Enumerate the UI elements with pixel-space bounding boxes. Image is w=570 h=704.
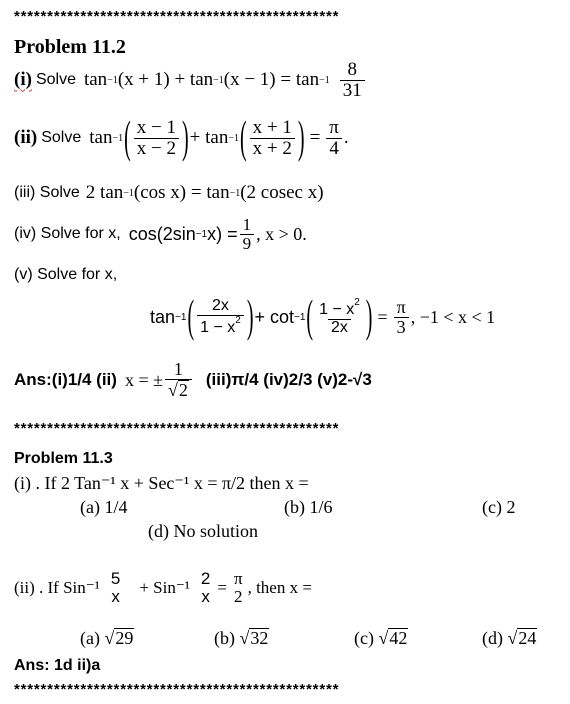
- problem-11-2-part-v-label: (v) Solve for x,: [14, 266, 118, 283]
- math-expression: (x + 1) + tan: [117, 69, 214, 91]
- math-expression: cos(2sin: [128, 223, 196, 244]
- question-text: , then x =: [247, 577, 312, 597]
- radicand: 42: [389, 628, 408, 648]
- denominator: 9: [240, 234, 255, 253]
- denominator: x: [201, 586, 210, 606]
- problem-11-3-answers: Ans: 1d ii)a: [14, 657, 101, 674]
- option-a: (a) 1/4: [80, 497, 128, 517]
- fraction: [340, 60, 365, 101]
- condition: , x > 0.: [256, 223, 307, 244]
- denominator: x + 2: [250, 138, 295, 159]
- answers-text: Ans:(i)1/4 (ii): [14, 370, 117, 390]
- math-inverse: −1: [213, 74, 224, 86]
- left-paren: (: [124, 113, 131, 164]
- fraction: [134, 118, 179, 159]
- solve-text: Solve: [41, 129, 82, 147]
- math-inverse: −1: [112, 132, 124, 144]
- math-expression: x) =: [207, 223, 238, 244]
- denominator: 31: [340, 80, 365, 101]
- fraction: [326, 118, 342, 159]
- math-expression: x = ±: [124, 369, 163, 390]
- problem-11-3-title: Problem 11.3: [14, 450, 113, 467]
- fraction: [198, 570, 213, 606]
- numerator: π: [396, 297, 406, 317]
- denominator: 3: [394, 317, 409, 337]
- numerator-text: 1 − x: [319, 301, 355, 319]
- sqrt: √32: [239, 628, 269, 648]
- fraction: [231, 570, 246, 606]
- question-text: (ii) . If Sin⁻¹: [14, 577, 100, 597]
- solve-text: (iv) Solve for x,: [14, 225, 121, 243]
- option-c: (c) 2: [482, 497, 516, 517]
- math-inverse: −1: [229, 187, 241, 199]
- option-a: [80, 628, 134, 649]
- fraction: [316, 298, 363, 337]
- exponent: 2: [354, 297, 360, 309]
- math-inverse: −1: [123, 187, 134, 199]
- numerator: π: [329, 117, 339, 138]
- math-expression: (cos x) = tan: [133, 182, 230, 203]
- radicand: 32: [250, 628, 269, 648]
- sqrt: √42: [378, 628, 408, 648]
- answers-text: (iii)π/4 (iv)2/3 (v)2-√3: [205, 370, 372, 390]
- right-paren: ): [297, 113, 305, 164]
- problem-11-2-part-iii: [14, 182, 324, 204]
- numerator: x − 1: [136, 117, 176, 138]
- equals: =: [377, 306, 388, 327]
- option-label: (a): [80, 628, 100, 648]
- problem-11-3-question-ii: [14, 570, 312, 606]
- math-inverse: −1: [294, 311, 306, 323]
- math-plus-tan: + tan: [189, 127, 229, 149]
- math-inverse: −1: [175, 311, 187, 323]
- math-expression: (x − 1) = tan: [223, 69, 320, 91]
- option-c: [354, 628, 408, 649]
- period: .: [343, 127, 349, 149]
- separator-line: *************************************************: [14, 421, 340, 437]
- numerator: 2: [200, 569, 211, 588]
- problem-11-2-part-iv: [14, 216, 307, 253]
- math-plus-cot: + cot: [254, 306, 295, 327]
- option-label: (d): [482, 628, 503, 648]
- denominator: x: [111, 586, 120, 606]
- option-b: (b) 1/6: [284, 497, 333, 517]
- part-label: (i): [14, 69, 32, 91]
- right-paren: ): [182, 113, 189, 164]
- fraction: [197, 298, 244, 337]
- left-paren: (: [306, 292, 314, 343]
- left-paren: (: [240, 113, 247, 164]
- question-text: + Sin⁻¹: [139, 577, 190, 597]
- radicand: 29: [115, 628, 134, 648]
- option-label: (c): [354, 628, 374, 648]
- fraction: [394, 298, 409, 337]
- equals: =: [309, 127, 321, 149]
- fraction: [165, 360, 192, 401]
- numerator: 1: [173, 359, 183, 379]
- math-expression: 2 tan: [85, 182, 124, 203]
- denominator: [165, 379, 192, 401]
- problem-11-3-question-i: (i) . If 2 Tan⁻¹ x + Sec⁻¹ x = π/2 then x =: [14, 473, 309, 493]
- denominator: x − 2: [134, 138, 179, 159]
- numerator: 2x: [212, 297, 229, 315]
- sqrt: √2: [167, 379, 188, 400]
- math-tan: tan: [83, 69, 108, 91]
- sqrt: √29: [104, 628, 134, 648]
- problem-11-2-part-i: [14, 60, 367, 101]
- denominator-text: 1 − x: [200, 318, 236, 336]
- numerator: x + 1: [252, 117, 292, 138]
- fraction: [108, 570, 123, 606]
- equals: =: [217, 577, 227, 597]
- exponent: 2: [235, 314, 241, 326]
- math-tan: tan: [150, 306, 176, 327]
- part-label: (ii): [14, 127, 38, 149]
- separator-line: *************************************************: [14, 682, 340, 698]
- option-d: (d) No solution: [148, 521, 258, 541]
- separator-line: *************************************************: [14, 9, 340, 25]
- option-b: [214, 628, 269, 649]
- denominator: 2: [234, 586, 243, 606]
- denominator: [197, 315, 244, 337]
- fraction: [250, 118, 295, 159]
- option-label: (b): [214, 628, 235, 648]
- problem-11-2-part-ii: [14, 113, 349, 164]
- left-paren: (: [187, 292, 195, 343]
- math-inverse: −1: [228, 132, 239, 144]
- math-inverse: −1: [195, 228, 208, 240]
- numerator: 5: [110, 569, 121, 588]
- radicand: 24: [518, 628, 537, 648]
- problem-11-2-answers: [14, 360, 372, 401]
- numerator: 1: [242, 215, 252, 234]
- solve-text: (iii) Solve: [14, 184, 80, 201]
- denominator: 4: [326, 138, 342, 159]
- math-tan: tan: [89, 127, 113, 149]
- math-inverse: −1: [319, 74, 330, 86]
- right-paren: ): [365, 292, 373, 343]
- math-inverse: −1: [107, 74, 118, 86]
- sqrt: √24: [507, 628, 537, 648]
- numerator: π: [233, 569, 243, 588]
- solve-text: Solve: [35, 71, 76, 89]
- math-expression: (2 cosec x): [240, 182, 324, 203]
- problem-11-2-title: Problem 11.2: [14, 36, 126, 58]
- radicand: 2: [178, 379, 188, 400]
- numerator: 8: [347, 59, 357, 80]
- problem-11-2-part-v-equation: [150, 292, 496, 343]
- condition: , −1 < x < 1: [410, 306, 496, 327]
- right-paren: ): [246, 292, 254, 343]
- numerator: [316, 298, 363, 319]
- denominator: 2x: [328, 319, 351, 337]
- option-d: [482, 628, 537, 649]
- fraction: [240, 216, 255, 253]
